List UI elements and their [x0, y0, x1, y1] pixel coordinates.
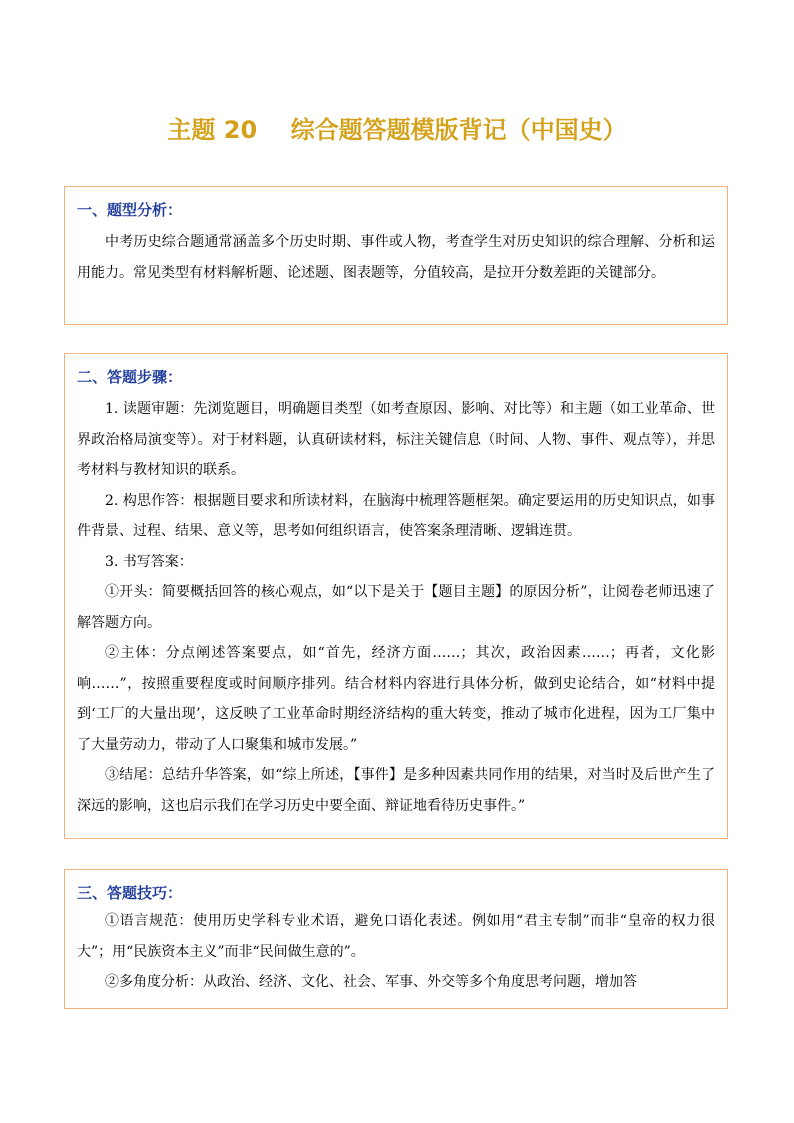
- section-heading: 二、答题步骤：: [77, 368, 183, 386]
- paragraph: 1. 读题审题：先浏览题目，明确题目类型（如考查原因、影响、对比等）和主题（如工业革命、世界政治格局演变等）。对于材料题，认真研读材料，标注关键信息（时间、人物、事件、观点等），并思考材料与教材知识的联系。: [77, 401, 715, 478]
- section-heading: 三、答题技巧：: [77, 884, 183, 902]
- page-title: 主题 20 综合题答题模版背记（中国史）: [167, 116, 627, 144]
- section-heading: 一、题型分析：: [77, 201, 183, 219]
- paragraph: ③结尾：总结升华答案，如“综上所述，【事件】是多种因素共同作用的结果，对当时及后世产生了深远的影响，这也启示我们在学习历史中要全面、辩证地看待历史事件。”: [77, 767, 715, 814]
- paragraph: ②多角度分析：从政治、经济、文化、社会、军事、外交等多个角度思考问题，增加答: [105, 974, 637, 990]
- paragraph: 3. 书写答案：: [105, 553, 193, 570]
- paragraph: ①开头：简要概括回答的核心观点，如“以下是关于【题目主题】的原因分析”，让阅卷老师迅速了解答题方向。: [77, 584, 715, 631]
- paragraph: 2. 构思作答：根据题目要求和所读材料，在脑海中梳理答题框架。确定要运用的历史知识点，如事件背景、过程、结果、意义等，思考如何组织语言，使答案条理清晰、逻辑连贯。: [77, 492, 715, 539]
- paragraph: ①语言规范：使用历史学科专业术语，避免口语化表述。例如用“君主专制”而非“皇帝的权力很大”；用“民族资本主义”而非“民间做生意的”。: [77, 913, 715, 960]
- section-answer-steps: [64, 353, 728, 839]
- paragraph: ②主体：分点阐述答案要点，如“首先，经济方面……；其次，政治因素……；再者，文化影响……”，按照重要程度或时间顺序排列。结合材料内容进行具体分析，做到史论结合，如“材料中提到‘工厂的大量出现’，这反映了工业革命时期经济结构的重大转变，推动了城市化进程，因为工厂集中了大量劳动力，带动了人口聚集和城市发展。”: [77, 645, 715, 753]
- paragraph: 中考历史综合题通常涵盖多个历史时期、事件或人物，考查学生对历史知识的综合理解、分析和运用能力。常见类型有材料解析题、论述题、图表题等，分值较高，是拉开分数差距的关键部分。: [77, 234, 715, 281]
- section-question-type-analysis: [64, 186, 728, 325]
- section-answer-tips: [64, 869, 728, 1009]
